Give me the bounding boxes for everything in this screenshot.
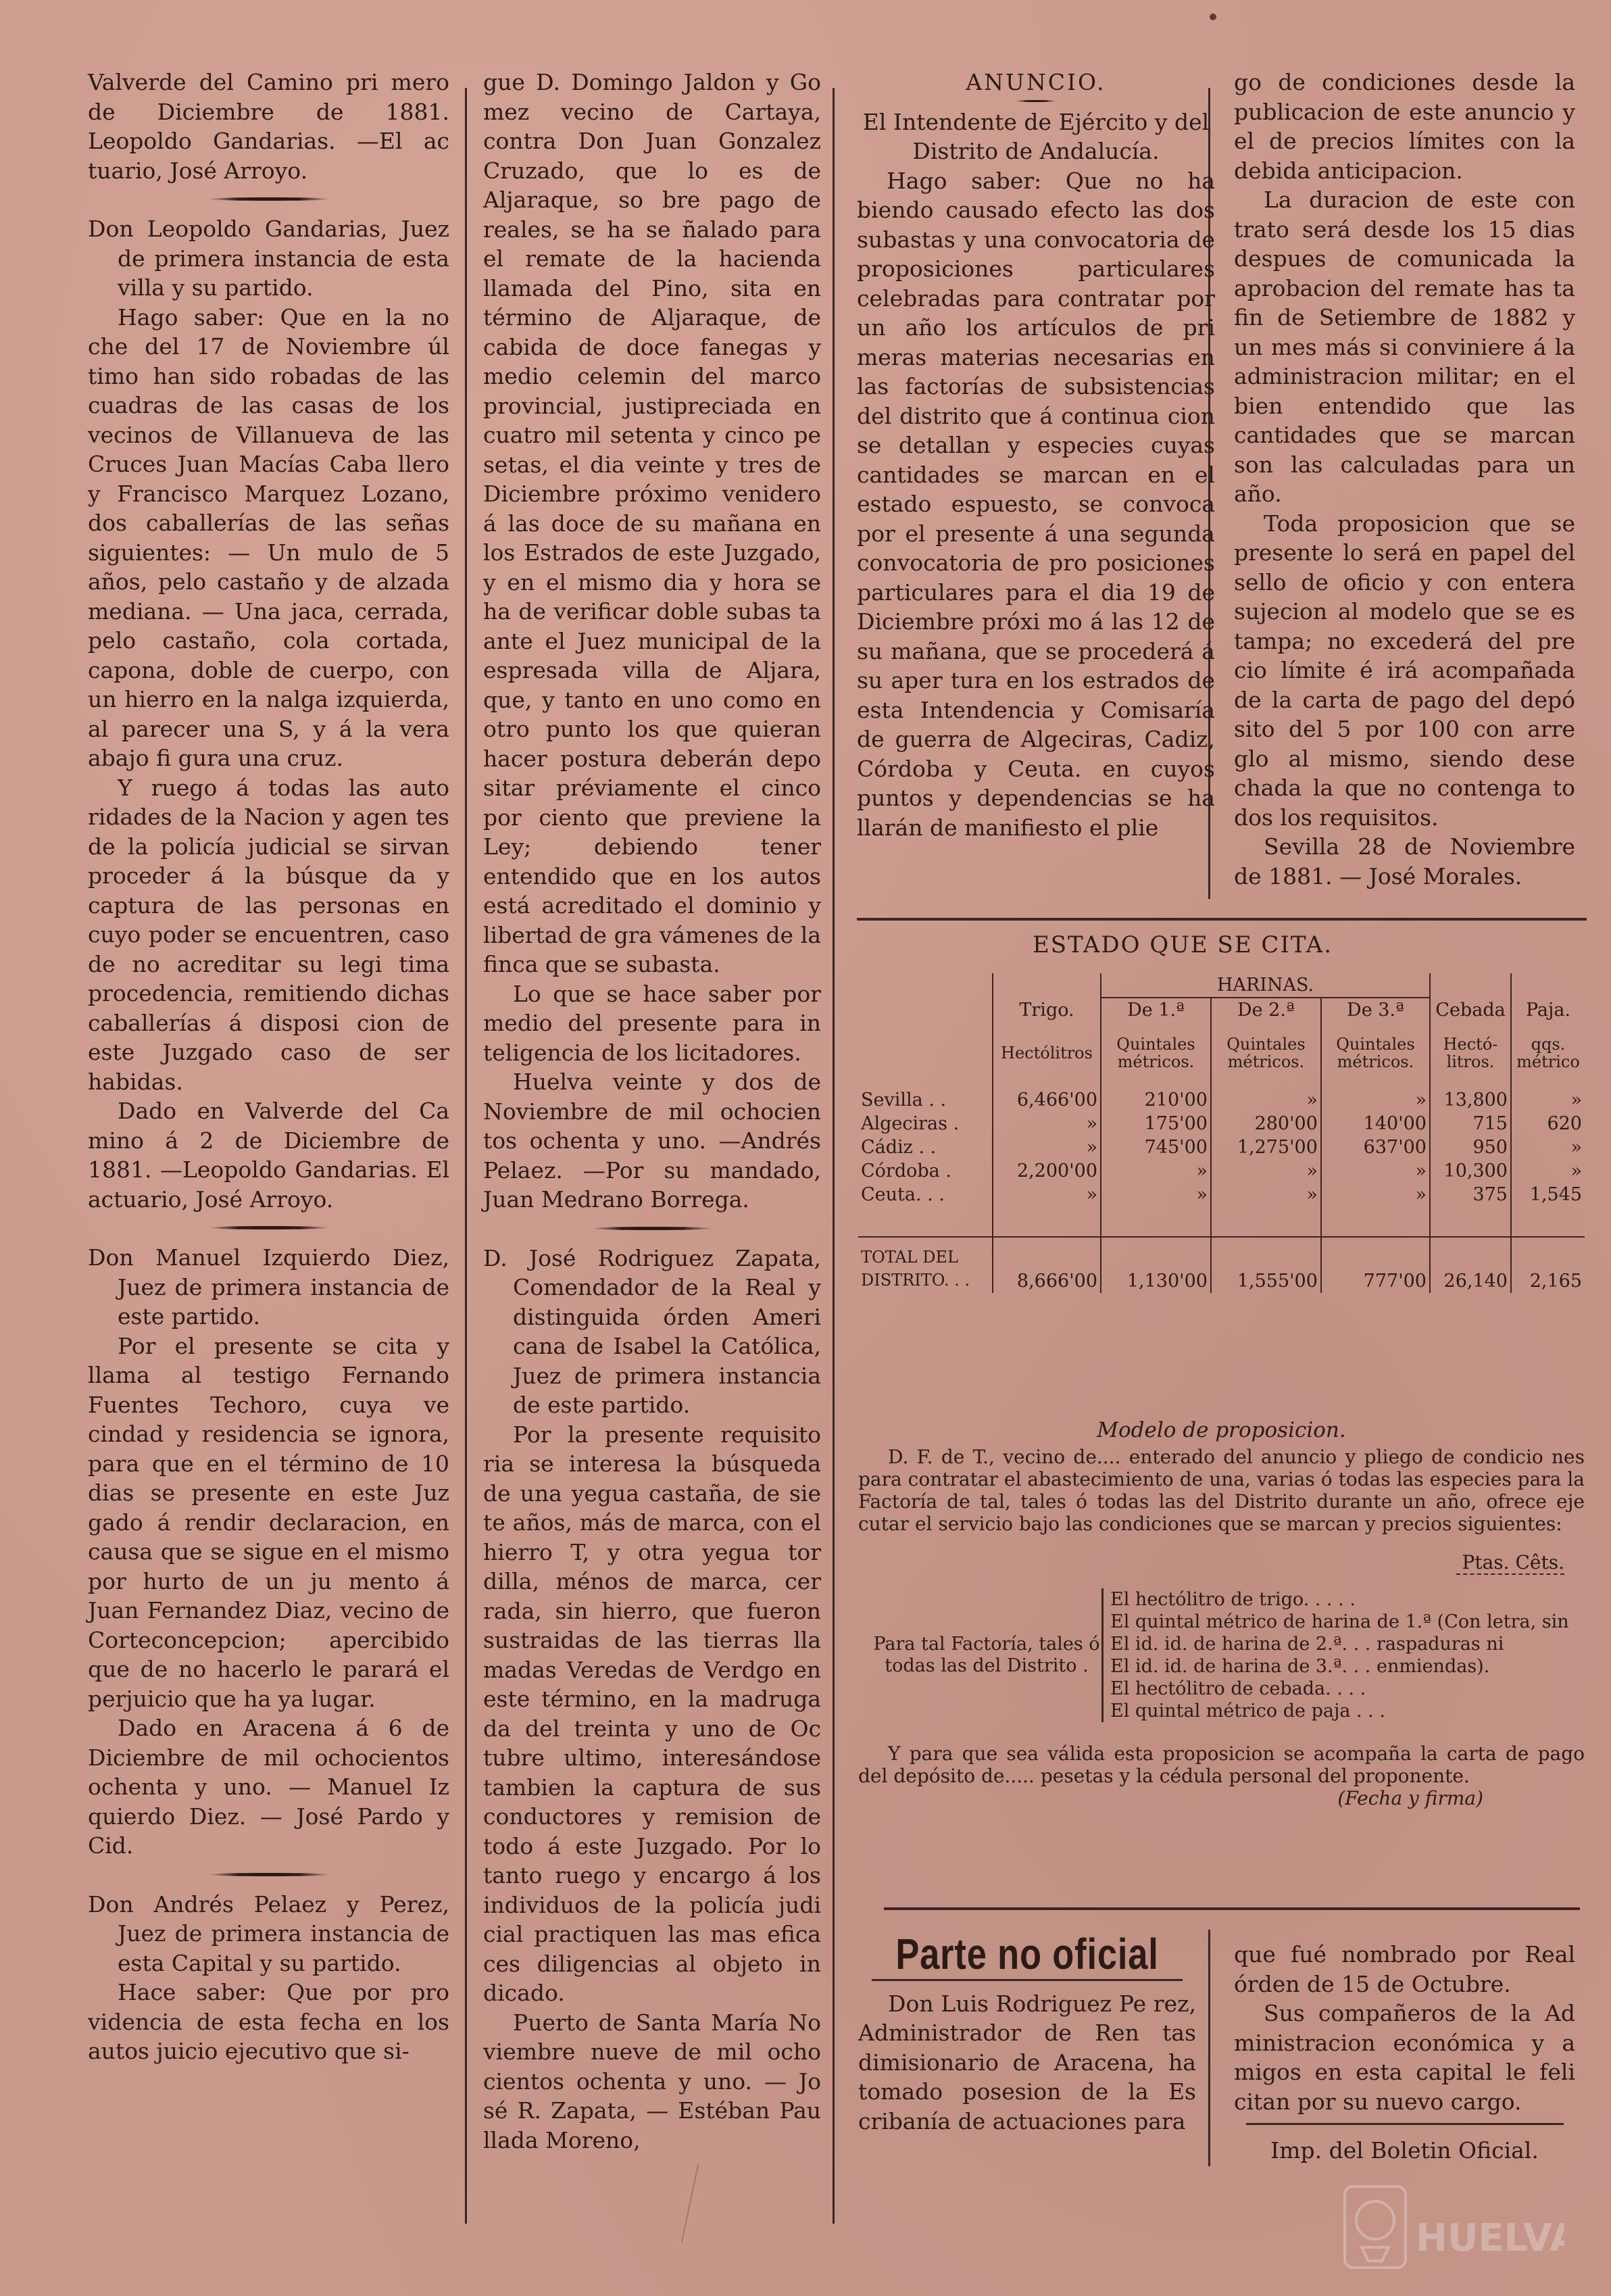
- column-rule: [833, 88, 835, 2224]
- notice-text: Hace saber: Que por pro videncia de esta fecha en los autos juicio ejecutivo que si-: [88, 1979, 449, 2064]
- total-cell: 2,165: [1511, 1237, 1585, 1293]
- section-title: Parte no oficial: [895, 1930, 1159, 1978]
- model-intro: D. F. de T., vecino de.... enterado del anuncio y pliego de condicio nes para contratar el abastecimiento de una, varias ó todas las especies para la Factoría de tal, tales ó todas las del Distrito durante un año, ofrece eje cutar el servicio bajo las condiciones que se marcan y precios siguientes:: [858, 1446, 1585, 1535]
- price-item: El id. id. de harina de 2.ª. . . raspaduras ni: [1110, 1634, 1504, 1655]
- factory-label: Para tal Factoría, tales ó todas las del Distrito .: [873, 1634, 1100, 1676]
- unofficial-section: [858, 1930, 1196, 2136]
- announcement-signature: Sevilla 28 de Noviembre de 1881. — José Morales.: [1234, 833, 1575, 889]
- row-label: Algeciras .: [861, 1113, 960, 1134]
- table-cell: »: [1211, 1088, 1321, 1112]
- separator: [208, 1873, 330, 1876]
- table-cell: 620: [1511, 1112, 1585, 1135]
- column-2: [483, 68, 821, 2155]
- row-label: Ceuta. . .: [861, 1184, 945, 1205]
- currency-rule: [1456, 1573, 1564, 1582]
- row-label: Cádiz . .: [861, 1137, 937, 1158]
- column-rule: [465, 88, 467, 2224]
- announcement-text: Toda proposicion que se presente lo será en papel del sello de oficio y con entera sujecion al modelo que se es tampa; no excederá del pre cio límite é irá acompañada de la carta de pago del depó sito del 5 por 100 con arre glo al mismo, siendo dese chada la que no contenga to dos los requisitos.: [1234, 510, 1575, 831]
- column-header: Trigo.: [993, 998, 1101, 1022]
- notice-text: Sus compañeros de la Ad ministracion económica y a migos en esta capital le feli citan por su nuevo cargo.: [1234, 2000, 1575, 2115]
- announcement-text: La duracion de este con trato será desde los 15 dias despues de comunicada la aprobacion del remate has ta fin de Setiembre de 1882 y un mes más si conviniere á la administracion militar; en el bien entendido que las cantidades que se marcan son las calculadas para un año.: [1234, 187, 1575, 507]
- table-row: [858, 1112, 1585, 1135]
- notice-text: Don Luis Rodriguez Pe rez, Administrador de Ren tas dimisionario de Aracena, ha tomado posesion de la Es cribanía de actuaciones para: [858, 1990, 1196, 2134]
- column-4: [1234, 68, 1575, 891]
- table-cell: 745'00: [1101, 1135, 1211, 1159]
- stamp-text: HUELVA: [1416, 2216, 1564, 2260]
- ink-spot: [1210, 14, 1216, 20]
- total-label: TOTAL DEL: [861, 1248, 958, 1267]
- price-item: El quintal métrico de harina de 1.ª (Con letra, sin: [1110, 1611, 1569, 1632]
- section-rule: [1246, 2123, 1564, 2125]
- column-header: Cebada: [1430, 998, 1511, 1022]
- notice-heading: Don Manuel Izquierdo Diez, Juez de primera instancia de este partido.: [88, 1244, 449, 1329]
- notice-text: que fué nombrado por Real órden de 15 de Octubre.: [1234, 1941, 1575, 1997]
- table-cell: »: [993, 1135, 1101, 1159]
- library-stamp: [1341, 2173, 1564, 2274]
- price-item: El quintal métrico de paja . . .: [1110, 1701, 1385, 1721]
- unit-label: Quintales métricos.: [1101, 1022, 1211, 1072]
- table-cell: 715: [1430, 1112, 1511, 1135]
- table-cell: »: [993, 1183, 1101, 1206]
- separator: [208, 197, 330, 201]
- table-cell: 375: [1430, 1183, 1511, 1206]
- column-1: [88, 68, 449, 2066]
- price-items: [1101, 1588, 1583, 1722]
- notice-text: Dado en Valverde del Ca mino á 2 de Diciembre de 1881. —Leopoldo Gandarias. El actuario, José Arroyo.: [88, 1098, 449, 1213]
- table-cell: »: [1321, 1159, 1430, 1183]
- table-cell: 13,800: [1430, 1088, 1511, 1112]
- table-cell: 6,466'00: [993, 1088, 1101, 1112]
- model-title: Modelo de proposicion.: [1097, 1418, 1346, 1442]
- notice-text: Hago saber: Que en la no che del 17 de Noviembre úl timo han sido robadas de las cuadras de las casas de los vecinos de Villanueva de las Cruces Juan Macías Caba llero y Francisco Marquez Lozano, dos caballerías de las señas siguientes: — Un mulo de 5 años, pelo castaño y de alzada mediana. — Una jaca, cerrada, pelo castaño, cola cortada, capona, doble de cuerpo, con un hierro en la nalga izquierda, al parecer una S, y á la vera abajo fi gura una cruz.: [88, 303, 449, 771]
- printer-imprint: Imp. del Boletin Oficial.: [1270, 2137, 1539, 2164]
- table-cell: »: [1511, 1088, 1585, 1112]
- unit-label: Quintales métricos.: [1211, 1022, 1321, 1072]
- column-header: De 1.ª: [1101, 998, 1211, 1022]
- table-cell: 1,275'00: [1211, 1135, 1321, 1159]
- price-item: El id. id. de harina de 3.ª. . . enmiendas).: [1110, 1656, 1490, 1677]
- notice-text: Y ruego á todas las auto ridades de la Nacion y agen tes de la policía judicial se sirvan proceder á la búsque da y captura de las personas en cuyo poder se encuentren, caso de no acreditar su legi tima procedencia, remitiendo dichas caballerías á disposi cion de este Juzgado caso de ser habidas.: [88, 774, 449, 1095]
- supply-table: [858, 973, 1585, 1293]
- group-header: HARINAS.: [1101, 973, 1430, 998]
- notice-text: gue D. Domingo Jaldon y Go mez vecino de Cartaya, contra Don Juan Gonzalez Cruzado, que lo es de Aljaraque, so bre pago de reales, se ha se ñalado para el remate de la hacienda llamada del Pino, sita en término de Aljaraque, de cabida de doce fanegas y medio celemin del marco provincial, justipreciada en cuatro mil setenta y cinco pe setas, el dia veinte y tres de Diciembre próximo venidero á las doce de su mañana en los Estrados de este Juzgado, y en el mismo dia y hora se ha de verificar doble subas ta ante el Juez municipal de la espresada villa de Aljara, que, y tanto en uno como en otro punto los que quieran hacer postura deberán depo sitar préviamente el cinco por ciento que previene la Ley; debiendo tener entendido que en los autos está acreditado el dominio y libertad de gra vámenes de la finca que se subasta.: [483, 69, 821, 977]
- table-cell: 175'00: [1101, 1112, 1211, 1135]
- table-cell: 140'00: [1321, 1112, 1430, 1135]
- table-row: [858, 1088, 1585, 1112]
- row-label: Córdoba .: [861, 1161, 951, 1181]
- table-cell: »: [1101, 1183, 1211, 1206]
- total-cell: 777'00: [1321, 1237, 1430, 1293]
- unit-label: qqs. métrico: [1511, 1022, 1585, 1072]
- announcement-heading: El Intendente de Ejército y del Distrito de Andalucía.: [862, 108, 1210, 164]
- column-3: [857, 68, 1215, 842]
- table-cell: »: [1211, 1159, 1321, 1183]
- announcement-text: Hago saber: Que no ha biendo causado efecto las dos subastas y una convocatoria de proposiciones particulares celebradas para contratar por un año los artículos de pri meras materias necesarias en las factorías de subsistencias del distrito que á continua cion se detallan y especies cuyas cantidades se marcan en el estado espuesto, se convoca por el presente á una segunda convocatoria de pro posiciones particulares para el dia 19 de Diciembre próxi mo á las 12 de su mañana, que se procederá á su aper tura en los estrados de esta Intendencia y Comisaría de guerra de Algeciras, Cadiz, Córdoba y Ceuta. en cuyos puntos y dependencias se ha llarán de manifiesto el plie: [857, 167, 1215, 841]
- price-item: El hectólitro de cebada. . . .: [1110, 1678, 1366, 1699]
- table-cell: 280'00: [1211, 1112, 1321, 1135]
- notice-heading: Don Andrés Pelaez y Perez, Juez de primera instancia de esta Capital y su partido.: [88, 1890, 449, 1976]
- table-row: [858, 1159, 1585, 1183]
- total-cell: 26,140: [1430, 1237, 1511, 1293]
- table-cell: 1,545: [1511, 1183, 1585, 1206]
- model-signature: (Fecha y firma): [1337, 1787, 1483, 1809]
- table-cell: 210'00: [1101, 1088, 1211, 1112]
- table-cell: 950: [1430, 1135, 1511, 1159]
- table-cell: 2,200'00: [993, 1159, 1101, 1183]
- announcement-title: ANUNCIO.: [966, 69, 1106, 95]
- notice-heading: D. José Rodriguez Zapata, Comendador de la Real y distinguida órden Ameri cana de Isabel la Católica, Juez de primera instancia de este partido.: [483, 1244, 821, 1418]
- notice-text: Por la presente requisito ria se interesa la búsqueda de una yegua castaña, de sie te años, más de marca, con el hierro T, y otra yegua tor dilla, ménos de marca, cer rada, sin hierro, que fueron sustraidas de las tierras lla madas Veredas de Verdgo en este término, en la madruga da del treinta y uno de Oc tubre ultimo, interesándose tambien la captura de sus conductores y remision de todo á este Juzgado. Por lo tanto ruego y encargo á los individuos de la policía judi cial practiquen las mas efica ces diligencias al objeto in dicado.: [483, 1421, 821, 2006]
- stamp-icon: [1341, 2173, 1564, 2274]
- table-cell: 10,300: [1430, 1159, 1511, 1183]
- total-label: DISTRITO. . .: [861, 1271, 970, 1290]
- table-cell: »: [1321, 1088, 1430, 1112]
- unofficial-continued: [1234, 1940, 1575, 2166]
- column-header: De 2.ª: [1211, 998, 1321, 1022]
- table-cell: »: [1101, 1159, 1211, 1183]
- table-title: ESTADO QUE SE CITA.: [1032, 931, 1333, 958]
- model-closing: Y para que sea válida esta proposicion se acompaña la carta de pago del depósito de..... pesetas y la cédula personal del proponente.: [858, 1742, 1585, 1787]
- total-cell: 1,555'00: [1211, 1237, 1321, 1293]
- table-cell: »: [1211, 1183, 1321, 1206]
- notice-text: Valverde del Camino pri mero de Diciembre de 1881. Leopoldo Gandarias. —El ac tuario, José Arroyo.: [88, 69, 449, 184]
- separator: [208, 1226, 330, 1229]
- table-cell: »: [1321, 1183, 1430, 1206]
- table-row: [858, 1183, 1585, 1206]
- notice-text: Lo que se hace saber por medio del presente para in teligencia de los licitadores.: [483, 980, 821, 1066]
- notice-text: Por el presente se cita y llama al testigo Fernando Fuentes Techoro, cuya ve cindad y residencia se ignora, para que en el término de 10 dias se presente en este Juz gado á rendir declaracion, en causa que se sigue en el mismo por hurto de un ju mento á Juan Fernandez Diaz, vecino de Corteconcepcion; apercibido que de no hacerlo le parará el perjuicio que ha ya lugar.: [88, 1332, 449, 1712]
- column-header: Paja.: [1511, 998, 1585, 1022]
- column-header: De 3.ª: [1321, 998, 1430, 1022]
- section-rule: [884, 1907, 1580, 1910]
- table-row: [858, 1135, 1585, 1159]
- column-rule: [1208, 1930, 1210, 2166]
- row-label: Sevilla . .: [861, 1090, 947, 1110]
- table-cell: 637'00: [1321, 1135, 1430, 1159]
- notice-text: Puerto de Santa María No viembre nueve de mil ocho cientos ochenta y uno. — Jo sé R. Zapata, — Estéban Pau llada Moreno,: [483, 2009, 821, 2153]
- notice-text: Dado en Aracena á 6 de Diciembre de mil ochocientos ochenta y uno. — Manuel Iz quierdo Diez. — José Pardo y Cid.: [88, 1715, 449, 1859]
- table-cell: »: [1511, 1159, 1585, 1183]
- separator: [591, 1227, 713, 1230]
- separator: [1016, 100, 1056, 102]
- paper-fold: [681, 2164, 699, 2243]
- notice-heading: Don Leopoldo Gandarias, Juez de primera instancia de esta villa y su partido.: [88, 216, 449, 301]
- price-list: [872, 1588, 1585, 1722]
- unit-label: Hectó- litros.: [1430, 1022, 1511, 1072]
- currency-header: Ptas. Cêts.: [1462, 1551, 1564, 1573]
- section-rule: [857, 918, 1587, 921]
- table-cell: »: [1511, 1135, 1585, 1159]
- unit-label: Hectólitros: [993, 1022, 1101, 1072]
- notice-text: Huelva veinte y dos de Noviembre de mil ochocien tos ochenta y uno. —Andrés Pelaez. —Por su mandado, Juan Medrano Borrega.: [483, 1069, 821, 1213]
- total-row: [858, 1237, 1585, 1293]
- table-cell: »: [993, 1112, 1101, 1135]
- total-cell: 8,666'00: [993, 1237, 1101, 1293]
- section-rule: [872, 1979, 1183, 1981]
- unit-label: Quintales métricos.: [1321, 1022, 1430, 1072]
- proposal-model: [858, 1419, 1585, 1809]
- price-item: El hectólitro de trigo. . . . .: [1110, 1589, 1356, 1610]
- total-cell: 1,130'00: [1101, 1237, 1211, 1293]
- announcement-text: go de condiciones desde la publicacion de este anuncio y el de precios límites con la debida anticipacion.: [1234, 69, 1575, 184]
